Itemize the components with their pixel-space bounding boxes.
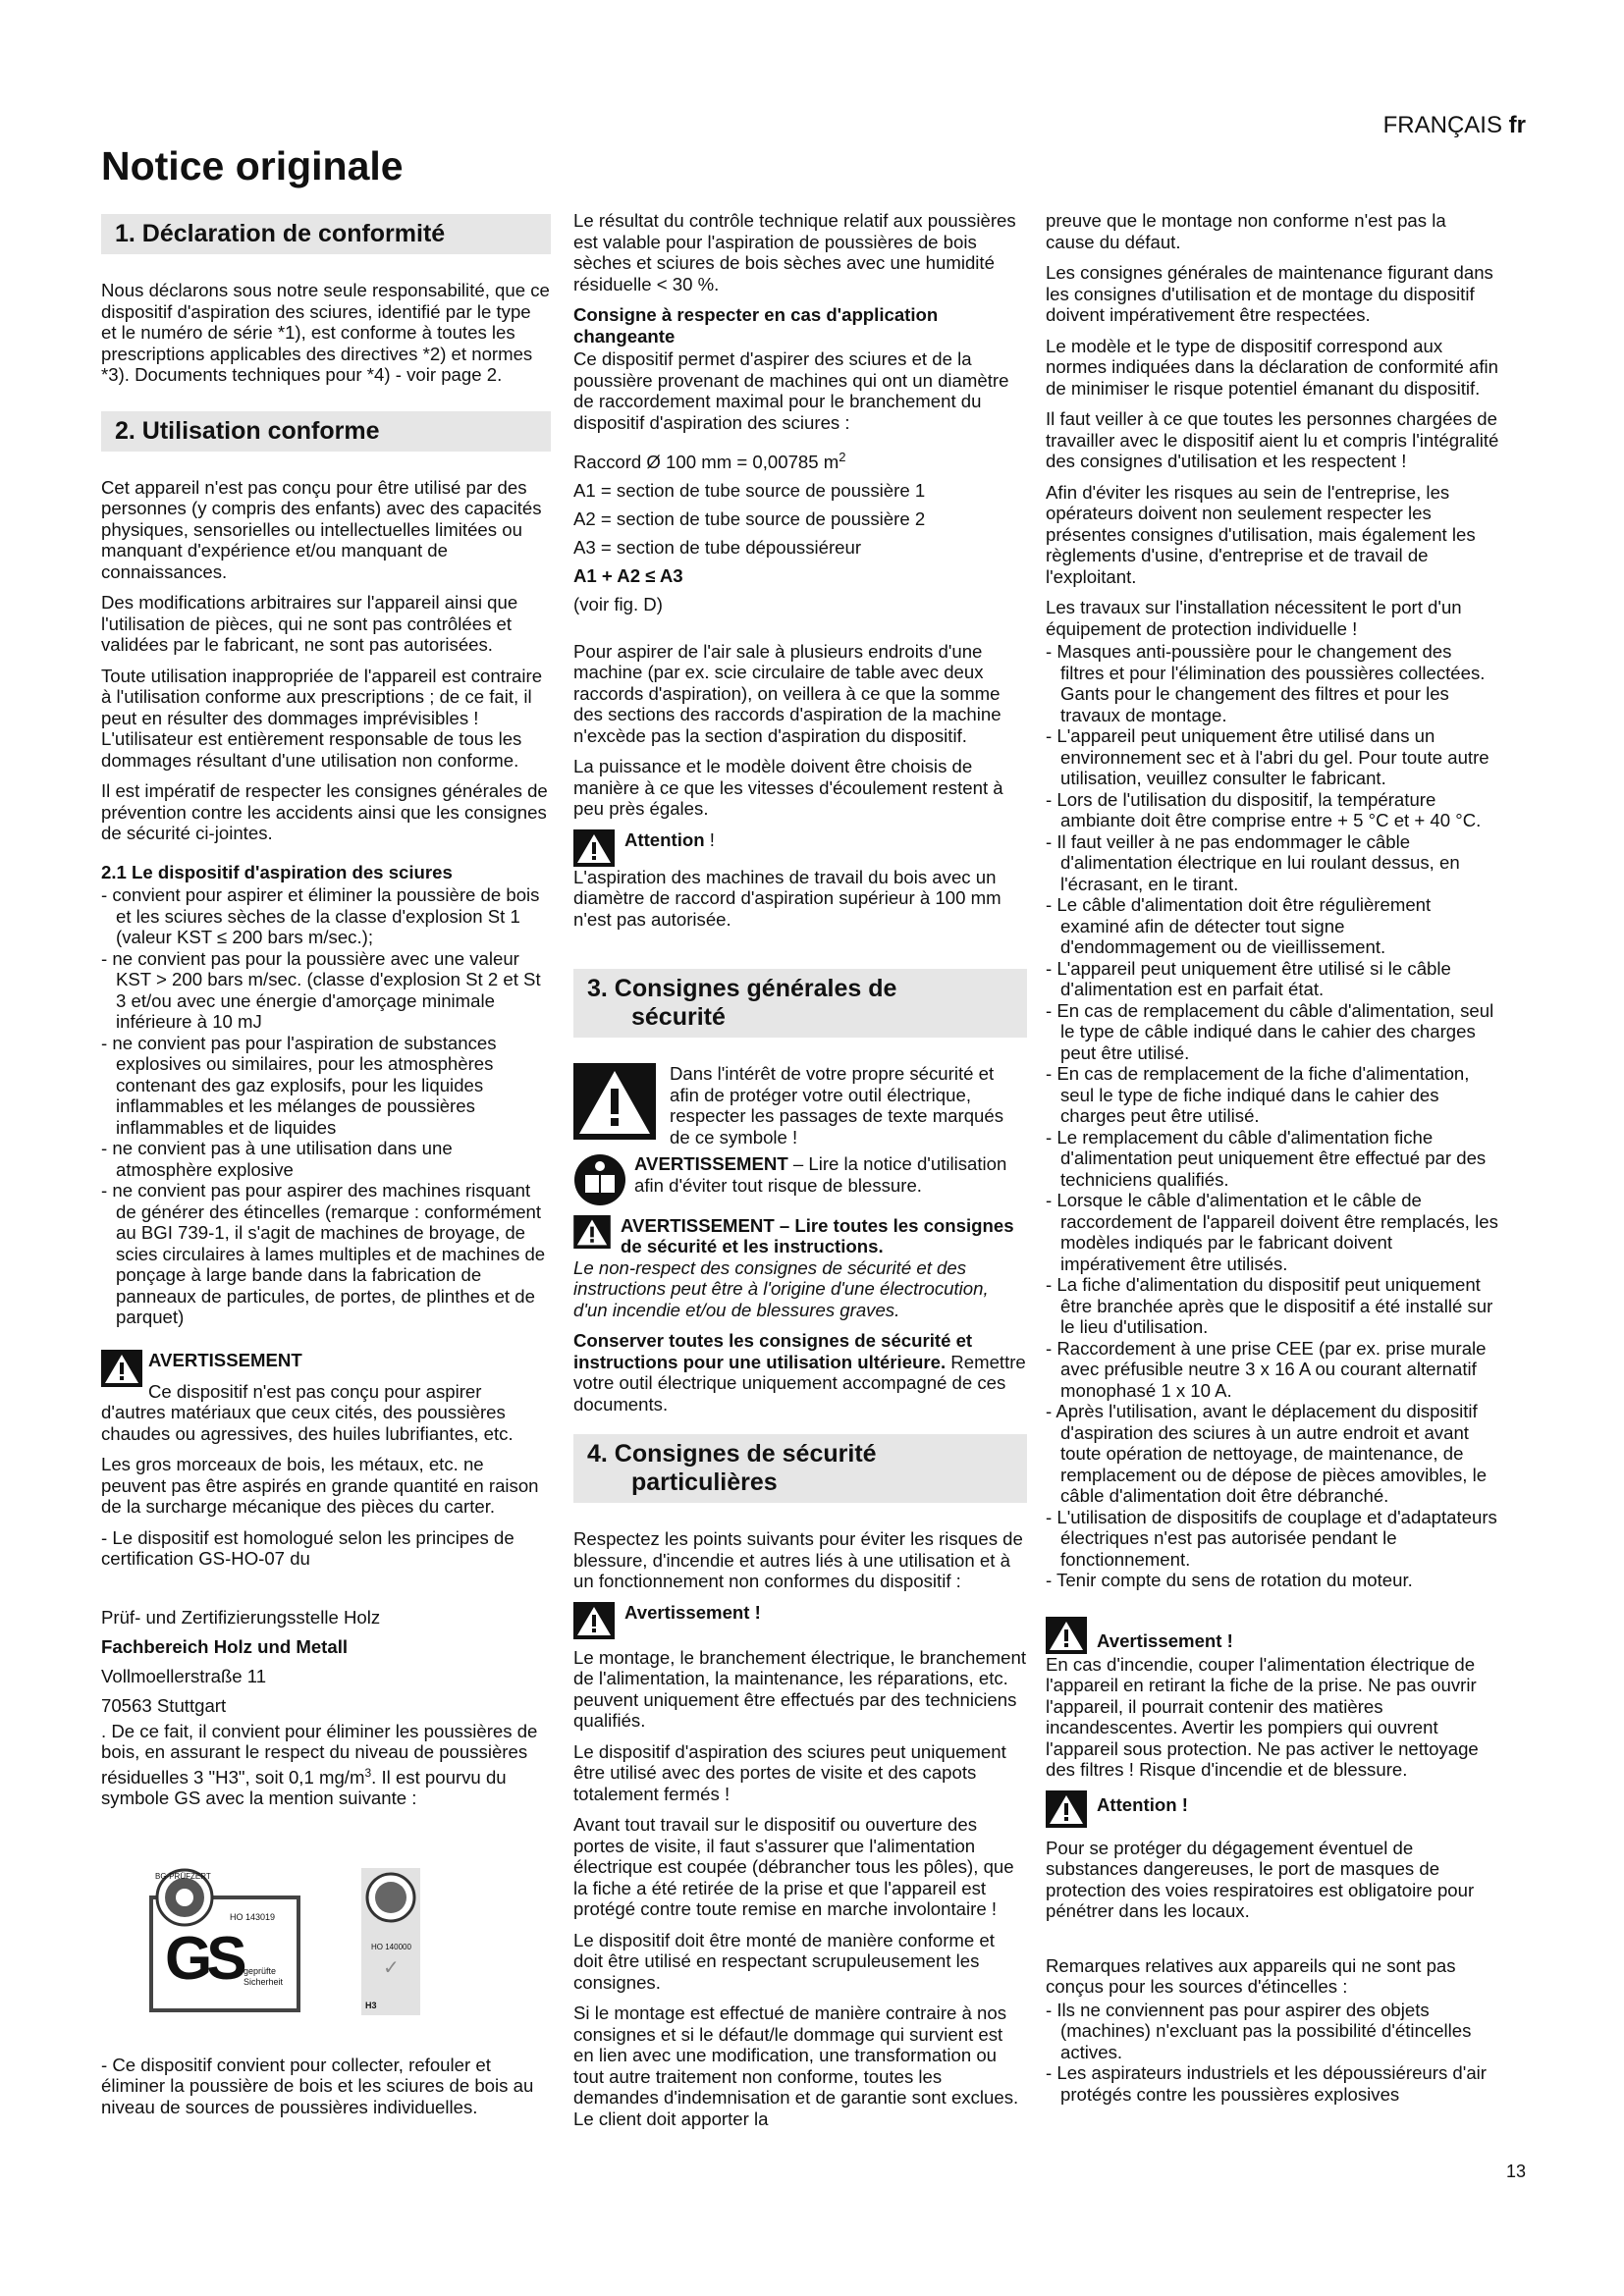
paragraph: Des modifications arbitraires sur l'appareil ainsi que l'utilisation de pièces, qui ne sont pas contrôlées et validées par le fabricant, ne sont pas autorisées. bbox=[101, 592, 518, 655]
paragraph: L'aspiration des machines de travail du bois avec un diamètre de raccord d'aspiration supérieur à 100 mm n'est pas autorisée. bbox=[573, 866, 1001, 930]
paragraph: Le dispositif d'aspiration des sciures peut uniquement être utilisé avec des portes de visite et des capots totalement fermés ! bbox=[573, 1740, 1006, 1804]
paragraph: Il est impératif de respecter les consignes générales de prévention contre les accidents ainsi que les consignes de sécurité ci-jointes. bbox=[101, 780, 548, 843]
list-item: - Le remplacement du câble d'alimentation fiche d'alimentation peut uniquement être effectué par des techniciens qualifiés. bbox=[1046, 1126, 1487, 1190]
avertissement-block bbox=[573, 1602, 1027, 1639]
paragraph: Afin d'éviter les risques au sein de l'entreprise, les opérateurs doivent non seulement respecter les présentes consignes d'utilisation, mais également les règlements d'usine, d'entreprise et de travail de l'exploitant. bbox=[1046, 481, 1476, 587]
paragraph: Le dispositif doit être monté de manière conforme et doit être utilisé en respectant scrupuleusement les consignes. bbox=[573, 1929, 995, 1993]
warning-triangle-icon bbox=[573, 829, 615, 867]
attention-block bbox=[1046, 1790, 1499, 1828]
column-1 bbox=[101, 214, 551, 2127]
figure-ref: (voir fig. D) bbox=[573, 594, 663, 615]
protection-list bbox=[1046, 641, 1499, 1591]
paragraph: - Le dispositif est homologué selon les principes de certification GS-HO-07 du bbox=[101, 1526, 514, 1569]
symbol-notice bbox=[573, 1063, 1027, 1148]
gs-number-small: HO 140000 bbox=[371, 1942, 411, 1951]
warning-triangle-icon bbox=[573, 1215, 611, 1249]
list-item: - ne convient pas pour la poussière avec une valeur KST > 200 bars m/sec. (classe d'explosion St 2 et St 3 et/ou avec une énergie d'amorçage minimale inférieure à 10 mJ bbox=[101, 947, 541, 1032]
list-item: - Raccordement à une prise CEE (par ex. prise murale avec préfusible neutre 3 x 16 A ou courant alternatif monophasé 1 x 10 A. bbox=[1046, 1337, 1487, 1401]
a2-line: A2 = section de tube source de poussière 2 bbox=[573, 508, 926, 530]
conserve-text: Remettre votre outil électrique uniquement accompagné de ces documents. bbox=[573, 1351, 1026, 1415]
formula: A1 + A2 ≤ A3 bbox=[573, 565, 683, 587]
fire-warning-title: Avertissement ! bbox=[1097, 1629, 1233, 1651]
list-item: - En cas de remplacement de la fiche d'alimentation, seul le type de fiche indiqué dans le cahier des charges peut être utilisé. bbox=[1046, 1063, 1470, 1126]
read-manual-bold: AVERTISSEMENT bbox=[634, 1153, 788, 1175]
list-item: - ne convient pas pour l'aspiration de substances explosives ou similaires, pour les atmosphères contenant des gaz explosifs, pour les liquides inflammables et les mélanges de poussières inflammables et de liquides bbox=[101, 1032, 497, 1138]
gs-logos bbox=[145, 1868, 551, 2015]
paragraph: Le modèle et le type de dispositif correspond aux normes indiquées dans la déclaration de conformité afin de minimiser le risque potentiel émanant du dispositif. bbox=[1046, 335, 1498, 399]
list-item: - ne convient pas pour aspirer des machines risquant de générer des étincelles (remarque : conformément au BGI 739-1, il s'agit de machines de broyage, de scies circulaires à lames multiples et de machines de ponçage à large bande dans la fabrication de panneaux de particules, de portes, de plinthes et de parquet) bbox=[101, 1180, 546, 1327]
paragraph: Cet appareil n'est pas conçu pour être utilisé par des personnes (y compris des enfants) avec des capacités physiques, sensorielles ou intellectuelles limitées ou manquant d'expérience et/ou manquant de connaissances. bbox=[101, 476, 542, 582]
gs-caption: geprüfte Sicherheit bbox=[244, 1965, 284, 1987]
section-4-heading bbox=[573, 1434, 1027, 1503]
column-3 bbox=[1046, 210, 1499, 2114]
list-item: - Masques anti-poussière pour le changement des filtres et pour l'élimination des poussières collectées. Gants pour le changement des filtres et pour les travaux de montage. bbox=[1046, 641, 1486, 725]
paragraph: Il faut veiller à ce que toutes les personnes chargées de travailler avec le dispositif aient lu et compris l'intégralité des consignes d'utilisation et les respectent ! bbox=[1046, 408, 1499, 471]
warning-title: AVERTISSEMENT bbox=[148, 1349, 302, 1370]
list-item: - Lorsque le câble d'alimentation et le câble de raccordement de l'appareil doivent être remplacés, les modèles indiqués par le fabricant doivent impérativement être utilisés. bbox=[1046, 1190, 1498, 1274]
warning-read-all-text: Le non-respect des consignes de sécurité et des instructions peut être à l'origine d'une électrocution, d'un incendie et/ou de blessures graves. bbox=[573, 1256, 989, 1320]
spark-list bbox=[1046, 2000, 1499, 2106]
paragraph: La puissance et le modèle doivent être choisis de manière à ce que les vitesses d'écoulement restent à peu près égales. bbox=[573, 756, 1003, 820]
formula-block bbox=[573, 443, 1027, 590]
paragraph: Le résultat du contrôle technique relatif aux poussières est valable pour l'aspiration de poussières de bois sèches et sciures de bois sèches avec une humidité résiduelle < 30 %. bbox=[573, 210, 1016, 294]
attention-title: Attention bbox=[624, 828, 705, 850]
gs-seal-text: BG-PRÜFZERT bbox=[155, 1871, 211, 1881]
list-item: - L'appareil peut uniquement être utilisé dans un environnement sec et à l'abri du gel. Pour toute autre utilisation, veuillez consulter le fabricant. bbox=[1046, 725, 1489, 788]
check-icon: ✓ bbox=[383, 1956, 400, 1979]
list-item: - convient pour aspirer et éliminer la poussière de bois et les sciures sèches de la classe d'explosion St 1 (valeur KST ≤ 200 bars m/sec.); bbox=[101, 884, 540, 947]
gs-text-sup: 3 bbox=[364, 1765, 372, 1780]
a1-line: A1 = section de tube source de poussière 1 bbox=[573, 480, 926, 502]
section-3-heading bbox=[573, 969, 1027, 1038]
warning-text: Ce dispositif n'est pas conçu pour aspirer d'autres matériaux que ceux cités, des poussières chaudes ou agressives, des huiles lubrifiantes, etc. bbox=[101, 1380, 514, 1444]
list-item: - Lors de l'utilisation du dispositif, la température ambiante doit être comprise entre + 5 °C et + 40 °C. bbox=[1046, 788, 1482, 830]
paragraph: Les travaux sur l'installation nécessitent le port d'un équipement de protection individuelle ! bbox=[1046, 597, 1462, 639]
language-code: fr bbox=[1508, 112, 1526, 138]
list-item: - L'utilisation de dispositifs de couplage et d'adaptateurs électriques n'est pas autorisée pendant le fonctionnement. bbox=[1046, 1506, 1497, 1570]
list-item: - L'appareil peut uniquement être utilisé si le câble d'alimentation est en parfait état. bbox=[1046, 957, 1451, 999]
paragraph: Si le montage est effectué de manière contraire à nos consignes et si le défaut/le dommage qui survient est en lien avec une modification, une transformation ou tout autre traitement non conforme, toutes les demandes d'indemnisation et de garantie sont exclues. Le client doit apporter la bbox=[573, 2002, 1019, 2129]
a3-line: A3 = section de tube dépoussiéreur bbox=[573, 537, 862, 559]
section-2-heading: 2. Utilisation conforme bbox=[101, 411, 551, 452]
paragraph bbox=[101, 1721, 551, 1809]
page-number: 13 bbox=[1505, 2162, 1526, 2181]
section-1-heading: 1. Déclaration de conformité bbox=[101, 214, 551, 254]
section-4-line2: particulières bbox=[631, 1468, 778, 1497]
gs-seal-small-icon bbox=[361, 1868, 420, 1927]
paragraph: Les gros morceaux de bois, les métaux, etc. ne peuvent pas être aspirés en grande quantité en raison de la surcharge mécanique des pièces du carter. bbox=[101, 1454, 539, 1517]
paragraph: Remarques relatives aux appareils qui ne sont pas conçus pour les sources d'étincelles : bbox=[1046, 1954, 1456, 1997]
gs-logo-text: GS bbox=[165, 1924, 242, 1993]
read-manual-text bbox=[634, 1153, 1027, 1211]
attention-block bbox=[573, 829, 1027, 867]
list-item: - Après l'utilisation, avant le déplacement du dispositif d'aspiration des sciures à un autre endroit et avant toute opération de nettoyage, de maintenance, de remplacement ou de dépose de pièces amovibles, le câble d'alimentation doit être débranché. bbox=[1046, 1401, 1488, 1506]
paragraph: preuve que le montage non conforme n'est pas la cause du défaut. bbox=[1046, 210, 1446, 252]
section-3-line1: 3. Consignes générales de bbox=[587, 975, 897, 1003]
list-item: - En cas de remplacement du câble d'alimentation, seul le type de câble indiqué dans le cahier des charges peut être utilisé. bbox=[1046, 999, 1494, 1063]
subsection-2-1-heading: 2.1 Le dispositif d'aspiration des sciures bbox=[101, 861, 453, 882]
gs-text-b: . Il est pourvu du symbole GS avec la mention suivante : bbox=[101, 1766, 507, 1809]
paragraph: Les consignes générales de maintenance figurant dans les consignes d'utilisation et de montage du dispositif doivent impérativement être respectées. bbox=[1046, 262, 1493, 325]
warning-triangle-icon bbox=[1046, 1790, 1087, 1828]
raccord-sup: 2 bbox=[839, 450, 846, 464]
subheading: Consigne à respecter en cas d'application changeante bbox=[573, 304, 939, 347]
paragraph: Pour aspirer de l'air sale à plusieurs endroits d'une machine (par ex. scie circulaire de table avec deux raccords d'aspiration), on veillera à ce que la somme des sections des raccords d'aspiration de la machine n'excède pas la section d'aspiration du dispositif. bbox=[573, 640, 1001, 746]
warning-read-all bbox=[573, 1215, 1027, 1257]
list-item: - Ils ne conviennent pas pour aspirer des objets (machines) n'excluant pas la possibilité d'étincelles actives. bbox=[1046, 1999, 1472, 2062]
list-item: - Les aspirateurs industriels et les dépoussiéreurs d'air protégés contre les poussières explosives bbox=[1046, 2062, 1487, 2105]
language-label bbox=[1383, 112, 1526, 139]
section-4-line1: 4. Consignes de sécurité bbox=[587, 1440, 877, 1468]
attention-title: Attention ! bbox=[1097, 1793, 1188, 1815]
paragraph: Ce dispositif permet d'aspirer des sciures et de la poussière provenant de machines qui ont un diamètre de raccordement maximal pour le branchement du dispositif d'aspiration des sciures : bbox=[573, 348, 1009, 433]
gs-logo-large bbox=[145, 1868, 302, 2015]
address-line: Prüf- und Zertifizierungsstelle Holz bbox=[101, 1606, 381, 1628]
declaration-paragraph: Nous déclarons sous notre seule responsabilité, que ce dispositif d'aspiration des sciures, identifié par le type et le numéro de série *1), est conforme à toutes les prescriptions applicables des directives *2) et normes *3). Documents techniques pour *4) - voir page 2. bbox=[101, 280, 550, 385]
read-manual-notice bbox=[573, 1153, 1027, 1211]
language-text: FRANÇAIS bbox=[1382, 112, 1502, 138]
paragraph: Le montage, le branchement électrique, le branchement de l'alimentation, la maintenance, les réparations, etc. peuvent uniquement être effectués par des techniciens qualifiés. bbox=[573, 1646, 1026, 1732]
warning-triangle-icon bbox=[1046, 1617, 1087, 1654]
gs-logo-small bbox=[361, 1868, 420, 2015]
list-item: - Tenir compte du sens de rotation du moteur. bbox=[1046, 1570, 1413, 1590]
fire-warning-text: En cas d'incendie, couper l'alimentation électrique de l'appareil en retirant la fiche de la prise. Ne pas ouvrir l'appareil, il pourrait contenir des matières incandescentes. Avertir les pompiers qui ouvrent l'appareil sous protection. Ne pas activer le nettoyage des filtres ! Risque d'incendie et de blessure. bbox=[1046, 1653, 1479, 1780]
address-line: 70563 Stuttgart bbox=[101, 1694, 227, 1716]
gs-text-a: . De ce fait, il convient pour éliminer les poussières de bois, en assurant le respect du niveau de poussières résiduelles 3 "H3", soit 0,1 mg/m bbox=[101, 1720, 538, 1788]
warning-block bbox=[101, 1350, 551, 1445]
attention-excl: ! bbox=[704, 828, 715, 850]
certification-address bbox=[101, 1603, 551, 1721]
paragraph: Toute utilisation inappropriée de l'appareil est contraire à l'utilisation conforme aux prescriptions ; de ce fait, il peut en résulter des dommages imprévisibles ! L'utilisateur est entièrement responsable de tous les dommages résultant d'une utilisation non conforme. bbox=[101, 665, 543, 771]
paragraph: Respectez les points suivants pour éviter les risques de blessure, d'incendie et autres liés à une utilisation et à un fonctionnement non conformes du dispositif : bbox=[573, 1528, 1023, 1592]
list-item: - La fiche d'alimentation du dispositif peut uniquement être branchée après que le dispositif a été installé sur le lieu d'utilisation. bbox=[1046, 1274, 1493, 1337]
section-3-line2: sécurité bbox=[631, 1003, 726, 1032]
paragraph: - Ce dispositif convient pour collecter, refouler et éliminer la poussière de bois et les sciures de bois au niveau de sources de poussières individuelles. bbox=[101, 2054, 534, 2117]
fire-warning-block bbox=[1046, 1617, 1499, 1654]
paragraph: Avant tout travail sur le dispositif ou ouverture des portes de visite, il faut s'assurer que l'alimentation électrique est coupée (débrancher tous les pôles), que la fiche a été retirée de la prise et que l'appareil est protégé contre toute remise en marche involontaire ! bbox=[573, 1814, 1014, 1920]
list-item: - ne convient pas à une utilisation dans une atmosphère explosive bbox=[101, 1138, 453, 1180]
paragraph bbox=[573, 1330, 1027, 1415]
h3-label: H3 bbox=[365, 2000, 377, 2010]
address-line: Vollmoellerstraße 11 bbox=[101, 1665, 267, 1686]
warning-triangle-large-icon bbox=[573, 1063, 656, 1148]
avertissement-title: Avertissement ! bbox=[624, 1601, 761, 1623]
symbol-notice-text: Dans l'intérêt de votre propre sécurité et afin de protéger votre outil électrique, respecter les passages de texte marqués de ce symbole ! bbox=[670, 1063, 1004, 1148]
page-title: Notice originale bbox=[101, 143, 404, 188]
usage-list bbox=[101, 884, 551, 1328]
list-item: - Il faut veiller à ne pas endommager le câble d'alimentation électrique en lui roulant dessus, en l'écrasant, en le tirant. bbox=[1046, 830, 1460, 894]
column-2 bbox=[573, 210, 1027, 2139]
list-item: - Le câble d'alimentation doit être régulièrement examiné afin de détecter tout signe d'endommagement ou de vieillissement. bbox=[1046, 894, 1432, 957]
conserve-bold: Conserver toutes les consignes de sécurité et instructions pour une utilisation ultérieure. bbox=[573, 1330, 973, 1372]
attention-text: Pour se protéger du dégagement éventuel de substances dangereuses, le port de masques de protection des voies respiratoires est obligatoire pour pénétrer dans les locaux. bbox=[1046, 1837, 1475, 1921]
warning-read-all-title: AVERTISSEMENT – Lire toutes les consignes de sécurité et les instructions. bbox=[621, 1214, 1014, 1257]
read-manual-rest: – Lire la notice d'utilisation afin d'éviter tout risque de blessure. bbox=[634, 1153, 1007, 1196]
warning-triangle-icon bbox=[101, 1350, 142, 1387]
address-line: Fachbereich Holz und Metall bbox=[101, 1635, 349, 1657]
warning-triangle-icon bbox=[573, 1602, 615, 1639]
read-manual-icon bbox=[573, 1153, 626, 1211]
raccord-line bbox=[573, 443, 1027, 476]
raccord-text: Raccord Ø 100 mm = 0,00785 m bbox=[573, 452, 839, 473]
gs-number: HO 143019 bbox=[230, 1911, 276, 1922]
